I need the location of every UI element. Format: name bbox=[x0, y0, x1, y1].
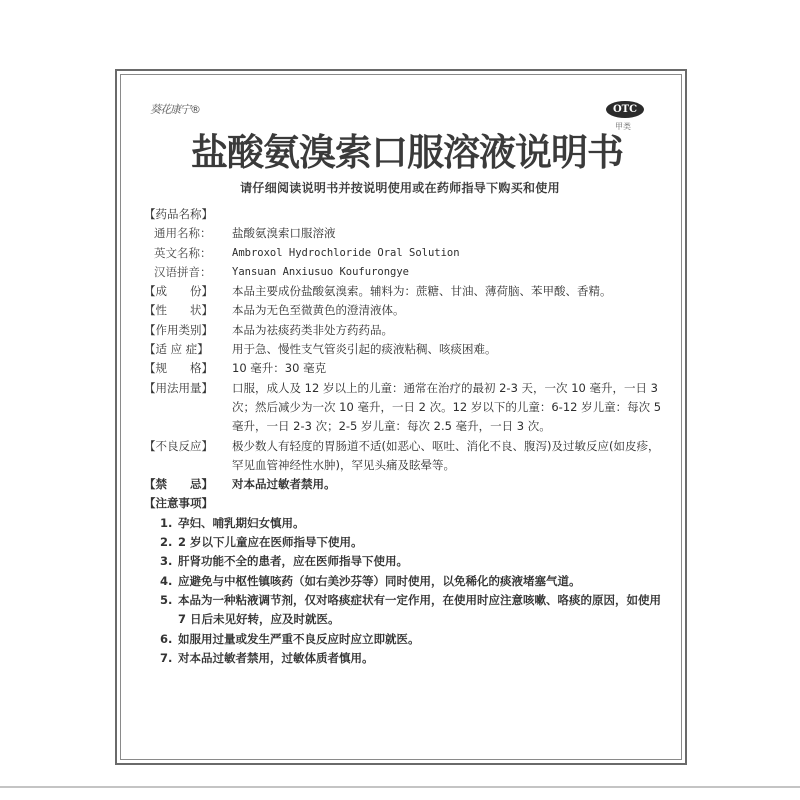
list-item: 1. 孕妇、哺乳期妇女慎用。 bbox=[160, 515, 305, 530]
english-name-row bbox=[144, 244, 674, 263]
section-text: 10 毫升：30 毫克 bbox=[232, 361, 327, 376]
field-label: 汉语拼音： bbox=[154, 264, 212, 279]
section-label: 【适 应 症】 bbox=[144, 342, 209, 357]
english-name-value: Ambroxol Hydrochloride Oral Solution bbox=[232, 246, 460, 259]
list-item: 2. 2 岁以下儿童应在医师指导下使用。 bbox=[160, 535, 363, 550]
list-item: 3. 肝肾功能不全的患者，应在医师指导下使用。 bbox=[160, 554, 408, 569]
field-label: 通用名称： bbox=[154, 226, 212, 241]
list-item: 6. 如服用过量或发生严重不良反应时应立即就医。 bbox=[160, 631, 420, 646]
section-dosage bbox=[144, 379, 674, 437]
section-text: 本品为祛痰药类非处方药药品。 bbox=[232, 322, 393, 337]
section-text: 对本品过敏者禁用。 bbox=[232, 477, 336, 492]
document-subtitle: 请仔细阅读说明书并按说明使用或在药师指导下购买和使用 bbox=[240, 181, 560, 195]
section-specification bbox=[144, 359, 674, 378]
section-adverse-reactions bbox=[144, 437, 674, 476]
list-item: 4. 应避免与中枢性镇咳药（如右美沙芬等）同时使用，以免稀化的痰液堵塞气道。 bbox=[160, 573, 581, 588]
section-label: 【不良反应】 bbox=[144, 438, 213, 453]
section-text: 口服，成人及 12 岁以上的儿童：通常在治疗的最初 2-3 天，一次 10 毫升，一日 3 次；然后减少为一次 10 毫升，一日 2 次。12 岁以下的儿童：6-12 岁儿童：每次 5 毫升，一日 2-3 次；2-5 岁儿童：每次 2.5 毫升，一日 3 次。 bbox=[232, 380, 662, 434]
section-indications bbox=[144, 340, 674, 359]
list-item: 5. 本品为一种粘液调节剂，仅对咯痰症状有一定作用，在使用时应注意咳嗽、咯痰的原因，如使用 7 日后未见好转，应及时就医。 bbox=[160, 592, 661, 627]
section-contraindications bbox=[144, 475, 674, 494]
drug-name-header-row bbox=[144, 205, 674, 224]
document-title: 盐酸氨溴索口服溶液说明书 bbox=[191, 130, 623, 174]
section-text: 极少数人有轻度的胃肠道不适(如恶心、呕吐、消化不良、腹泻)及过敏反应(如皮疹，罕见血管神经性水肿)，罕见头痛及眩晕等。 bbox=[232, 438, 660, 472]
section-text: 本品主要成份盐酸氨溴索。辅料为：蔗糖、甘油、薄荷脑、苯甲酸、香精。 bbox=[232, 284, 612, 299]
precautions-header-row bbox=[144, 494, 674, 513]
otc-badge-icon: OTC bbox=[606, 101, 644, 118]
brand-logo: 葵花康宁® bbox=[150, 103, 200, 116]
section-text: 本品为无色至微黄色的澄清液体。 bbox=[232, 303, 405, 318]
otc-class-label: 甲类 bbox=[615, 122, 631, 131]
bottom-divider bbox=[0, 786, 800, 788]
section-appearance bbox=[144, 301, 674, 320]
section-label: 【药品名称】 bbox=[144, 207, 213, 221]
section-label: 【禁 忌】 bbox=[144, 477, 213, 492]
generic-name-row bbox=[144, 224, 674, 243]
precautions-list bbox=[160, 514, 674, 668]
section-label: 【用法用量】 bbox=[144, 380, 213, 395]
pinyin-row bbox=[144, 263, 674, 282]
list-item: 7. 对本品过敏者禁用，过敏体质者慎用。 bbox=[160, 650, 374, 665]
generic-name-value: 盐酸氨溴索口服溶液 bbox=[232, 226, 336, 241]
section-text: 用于急、慢性支气管炎引起的痰液粘稠、咳痰困难。 bbox=[232, 342, 497, 357]
section-label: 【规 格】 bbox=[144, 361, 213, 376]
document-body bbox=[144, 205, 674, 668]
section-ingredients bbox=[144, 282, 674, 301]
section-label: 【成 份】 bbox=[144, 284, 213, 299]
section-label: 【注意事项】 bbox=[144, 496, 213, 511]
section-label: 【性 状】 bbox=[144, 303, 213, 318]
section-label: 【作用类别】 bbox=[144, 322, 213, 337]
pinyin-value: Yansuan Anxiusuo Koufurongye bbox=[232, 265, 410, 278]
section-category bbox=[144, 321, 674, 340]
field-label: 英文名称： bbox=[154, 245, 212, 260]
